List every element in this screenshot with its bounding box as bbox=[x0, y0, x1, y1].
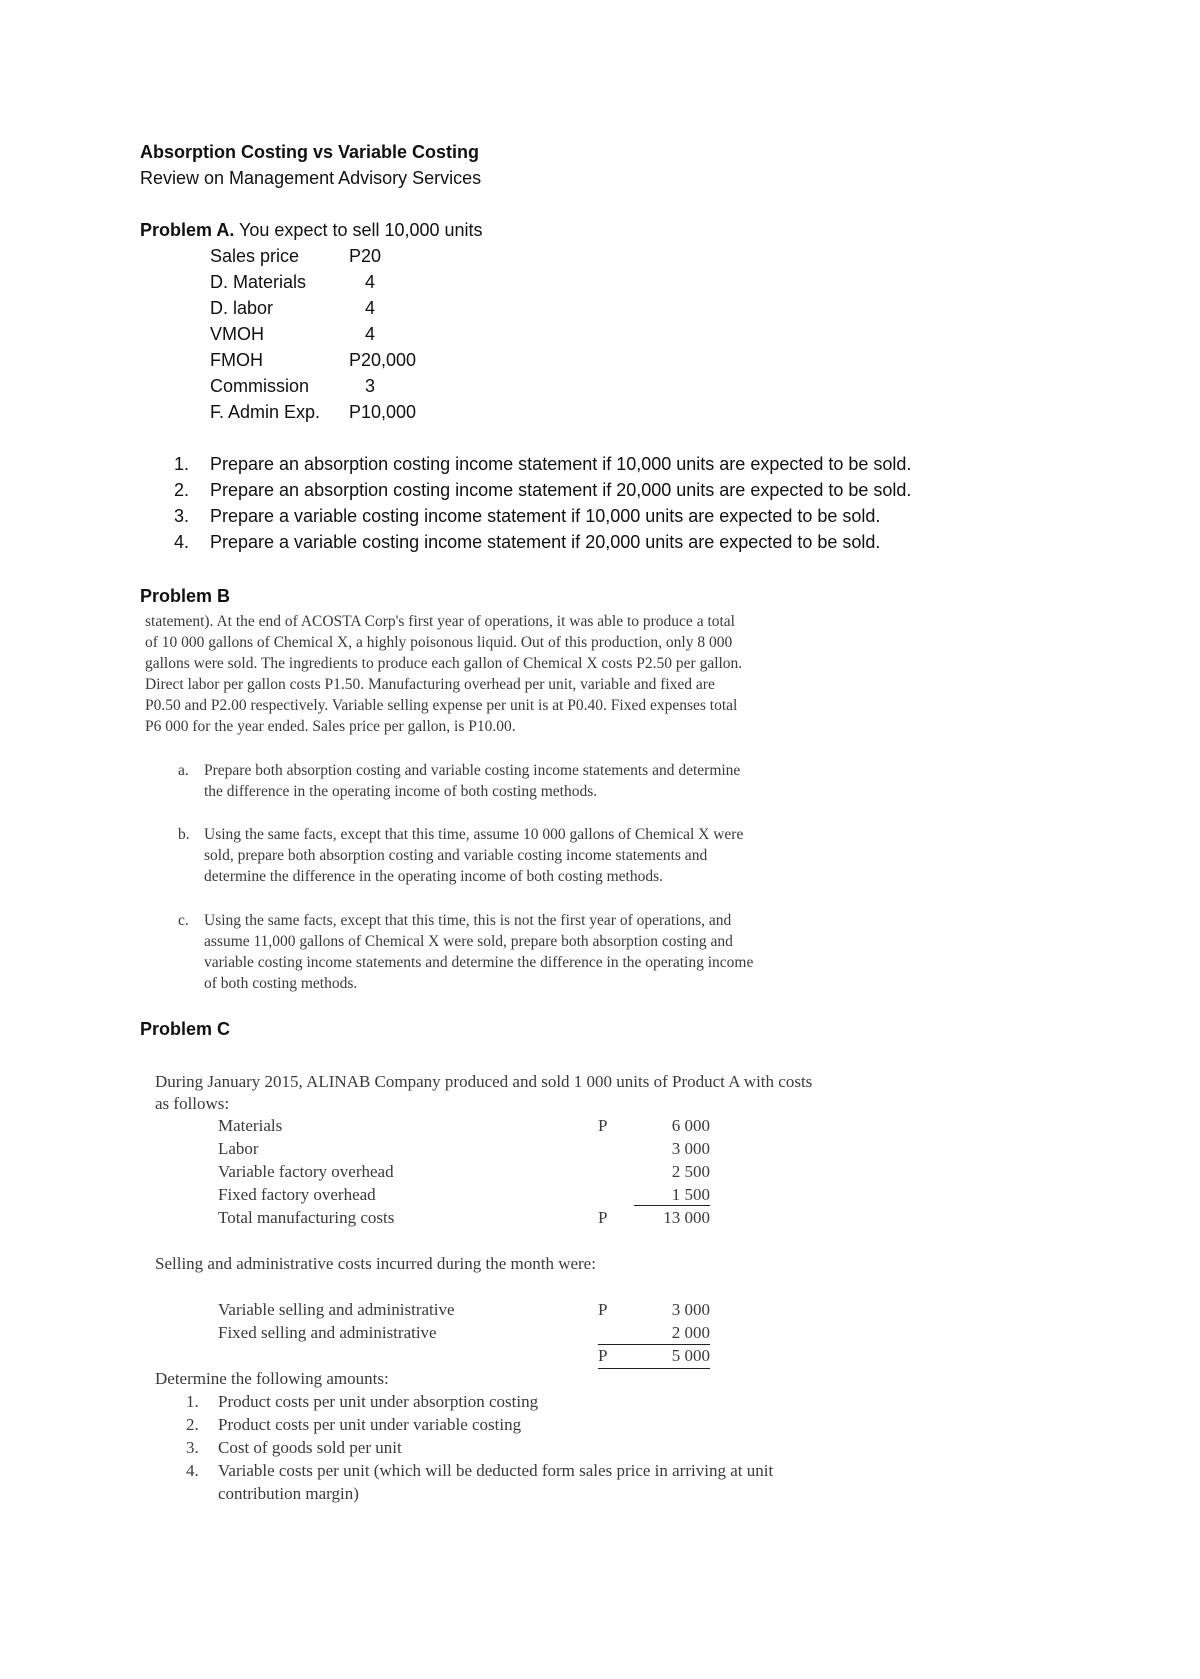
selling-label: Variable selling and administrative bbox=[218, 1300, 455, 1319]
part-letter: b. bbox=[178, 826, 190, 843]
item-value: P10,000 bbox=[349, 402, 417, 422]
cost-total-value: 13 000 bbox=[663, 1208, 710, 1227]
part-letter: a. bbox=[178, 762, 189, 779]
item-label: Commission bbox=[210, 376, 310, 396]
cost-currency: P bbox=[598, 1116, 608, 1135]
item-label: D. Materials bbox=[210, 272, 307, 292]
task-number: 2. bbox=[174, 480, 190, 500]
task-text: Prepare an absorption costing income statement if 10,000 units are expected to be sold. bbox=[210, 454, 912, 474]
document-title: Absorption Costing vs Variable Costing bbox=[140, 142, 480, 162]
selling-subtotal-rule bbox=[598, 1344, 710, 1345]
item-value: P20,000 bbox=[349, 350, 417, 370]
item-value: 4 bbox=[365, 324, 376, 344]
item-label: Sales price bbox=[210, 246, 300, 266]
subtotal-rule bbox=[634, 1205, 710, 1206]
cost-value: 3 000 bbox=[671, 1139, 710, 1158]
item-value: 3 bbox=[365, 376, 376, 396]
part-line: determine the difference in the operating income of both costing methods. bbox=[204, 868, 663, 885]
question-text: Cost of goods sold per unit bbox=[218, 1438, 402, 1457]
paragraph-line: of 10 000 gallons of Chemical X, a highly poisonous liquid. Out of this production, only 8 000 bbox=[145, 634, 733, 651]
question-number: 3. bbox=[186, 1438, 199, 1457]
selling-currency: P bbox=[598, 1300, 608, 1319]
cost-total-label: Total manufacturing costs bbox=[218, 1208, 395, 1227]
problem-a-header bbox=[140, 220, 483, 241]
task-text: Prepare an absorption costing income statement if 20,000 units are expected to be sold. bbox=[210, 480, 912, 500]
item-label: VMOH bbox=[210, 324, 264, 344]
item-label: FMOH bbox=[210, 350, 263, 370]
question-number: 1. bbox=[186, 1392, 199, 1411]
cost-label: Fixed factory overhead bbox=[218, 1185, 376, 1204]
question-text: Product costs per unit under variable costing bbox=[218, 1415, 522, 1434]
selling-total-value: 5 000 bbox=[671, 1346, 710, 1365]
question-text: Product costs per unit under absorption costing bbox=[218, 1392, 539, 1411]
selling-total-underline bbox=[598, 1368, 710, 1369]
cost-value: 6 000 bbox=[671, 1116, 710, 1135]
question-number: 4. bbox=[186, 1461, 199, 1480]
problem-a-intro: You expect to sell 10,000 units bbox=[239, 220, 483, 240]
task-text: Prepare a variable costing income statement if 10,000 units are expected to be sold. bbox=[210, 506, 881, 526]
problem-a-heading: Problem A. bbox=[140, 220, 235, 240]
cost-value: 2 500 bbox=[671, 1162, 710, 1181]
question-text: contribution margin) bbox=[218, 1484, 359, 1503]
selling-value: 3 000 bbox=[671, 1300, 710, 1319]
cost-label: Materials bbox=[218, 1116, 283, 1135]
problem-b-heading: Problem B bbox=[140, 586, 231, 606]
selling-total-currency: P bbox=[598, 1346, 608, 1365]
question-text: Variable costs per unit (which will be deducted form sales price in arriving at unit bbox=[218, 1461, 774, 1480]
task-number: 1. bbox=[174, 454, 190, 474]
task-number: 3. bbox=[174, 506, 190, 526]
problem-c-intro-line: During January 2015, ALINAB Company produced and sold 1 000 units of Product A with costs bbox=[155, 1072, 813, 1091]
paragraph-line: statement). At the end of ACOSTA Corp's first year of operations, it was able to produce a total bbox=[145, 613, 735, 630]
document-subtitle: Review on Management Advisory Services bbox=[140, 168, 482, 188]
part-line: sold, prepare both absorption costing and variable costing income statements and bbox=[204, 847, 708, 864]
cost-total-currency: P bbox=[598, 1208, 608, 1227]
selling-intro: Selling and administrative costs incurred during the month were: bbox=[155, 1254, 596, 1273]
paragraph-line: P0.50 and P2.00 respectively. Variable selling expense per unit is at P0.40. Fixed expenses total bbox=[145, 697, 738, 714]
item-label: F. Admin Exp. bbox=[210, 402, 321, 422]
task-text: Prepare a variable costing income statement if 20,000 units are expected to be sold. bbox=[210, 532, 881, 552]
item-value: P20 bbox=[349, 246, 382, 266]
paragraph-line: P6 000 for the year ended. Sales price per gallon, is P10.00. bbox=[145, 718, 516, 735]
problem-c-intro-line: as follows: bbox=[155, 1094, 230, 1113]
paragraph-line: gallons were sold. The ingredients to produce each gallon of Chemical X costs P2.50 per gallon. bbox=[145, 655, 743, 672]
cost-label: Labor bbox=[218, 1139, 259, 1158]
determine-intro: Determine the following amounts: bbox=[155, 1369, 389, 1388]
problem-c-heading: Problem C bbox=[140, 1019, 231, 1039]
part-line: variable costing income statements and determine the difference in the operating income bbox=[204, 954, 754, 971]
part-line: Prepare both absorption costing and variable costing income statements and determine bbox=[204, 762, 741, 779]
item-label: D. labor bbox=[210, 298, 274, 318]
item-value: 4 bbox=[365, 298, 376, 318]
part-line: Using the same facts, except that this time, this is not the first year of operations, and bbox=[204, 912, 732, 929]
paragraph-line: Direct labor per gallon costs P1.50. Manufacturing overhead per unit, variable and fixed are bbox=[145, 676, 715, 693]
selling-value: 2 000 bbox=[671, 1323, 710, 1342]
question-number: 2. bbox=[186, 1415, 199, 1434]
part-line: Using the same facts, except that this time, assume 10 000 gallons of Chemical X were bbox=[204, 826, 744, 843]
cost-value: 1 500 bbox=[671, 1185, 710, 1204]
task-number: 4. bbox=[174, 532, 190, 552]
part-letter: c. bbox=[178, 912, 189, 929]
item-value: 4 bbox=[365, 272, 376, 292]
selling-label: Fixed selling and administrative bbox=[218, 1323, 437, 1342]
part-line: of both costing methods. bbox=[204, 975, 358, 992]
cost-label: Variable factory overhead bbox=[218, 1162, 394, 1181]
part-line: assume 11,000 gallons of Chemical X were sold, prepare both absorption costing and bbox=[204, 933, 733, 950]
part-line: the difference in the operating income of both costing methods. bbox=[204, 783, 598, 800]
